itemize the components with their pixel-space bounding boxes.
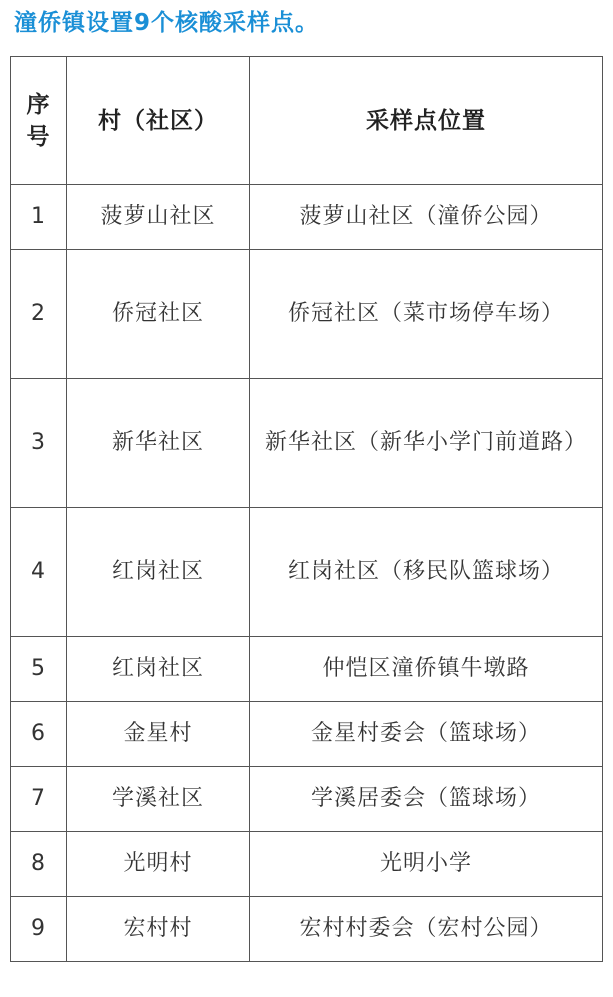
row-number: 3 [11,379,67,508]
row-number: 7 [11,767,67,832]
table-row [11,767,603,832]
row-village: 菠萝山社区 [67,185,250,250]
page-headline: 潼侨镇设置9个核酸采样点。 [14,10,320,36]
table-row [11,250,603,379]
row-location: 红岗社区（移民队篮球场） [250,508,603,637]
row-village: 光明村 [67,832,250,897]
header-serial-number-line2: 号 [26,123,51,150]
table-header-row [11,57,603,185]
row-village: 宏村村 [67,897,250,962]
row-village: 侨冠社区 [67,250,250,379]
header-serial-number [11,57,67,185]
row-location: 侨冠社区（菜市场停车场） [250,250,603,379]
header-village: 村（社区） [67,57,250,185]
row-number: 6 [11,702,67,767]
row-number: 5 [11,637,67,702]
row-village: 红岗社区 [67,637,250,702]
row-village: 新华社区 [67,379,250,508]
table-row [11,185,603,250]
row-village: 金星村 [67,702,250,767]
table-row [11,508,603,637]
table-row [11,897,603,962]
row-number: 2 [11,250,67,379]
row-village: 红岗社区 [67,508,250,637]
row-location: 仲恺区潼侨镇牛墩路 [250,637,603,702]
row-number: 8 [11,832,67,897]
row-number: 1 [11,185,67,250]
header-serial-number-line1: 序 [26,91,51,118]
row-location: 学溪居委会（篮球场） [250,767,603,832]
table-row [11,832,603,897]
row-location: 宏村村委会（宏村公园） [250,897,603,962]
row-location: 光明小学 [250,832,603,897]
table-row [11,637,603,702]
row-number: 9 [11,897,67,962]
row-location: 菠萝山社区（潼侨公园） [250,185,603,250]
row-number: 4 [11,508,67,637]
row-location: 新华社区（新华小学门前道路） [250,379,603,508]
row-village: 学溪社区 [67,767,250,832]
row-location: 金星村委会（篮球场） [250,702,603,767]
header-sampling-location: 采样点位置 [250,57,603,185]
table-row [11,379,603,508]
table-row [11,702,603,767]
sampling-sites-table [10,56,603,962]
